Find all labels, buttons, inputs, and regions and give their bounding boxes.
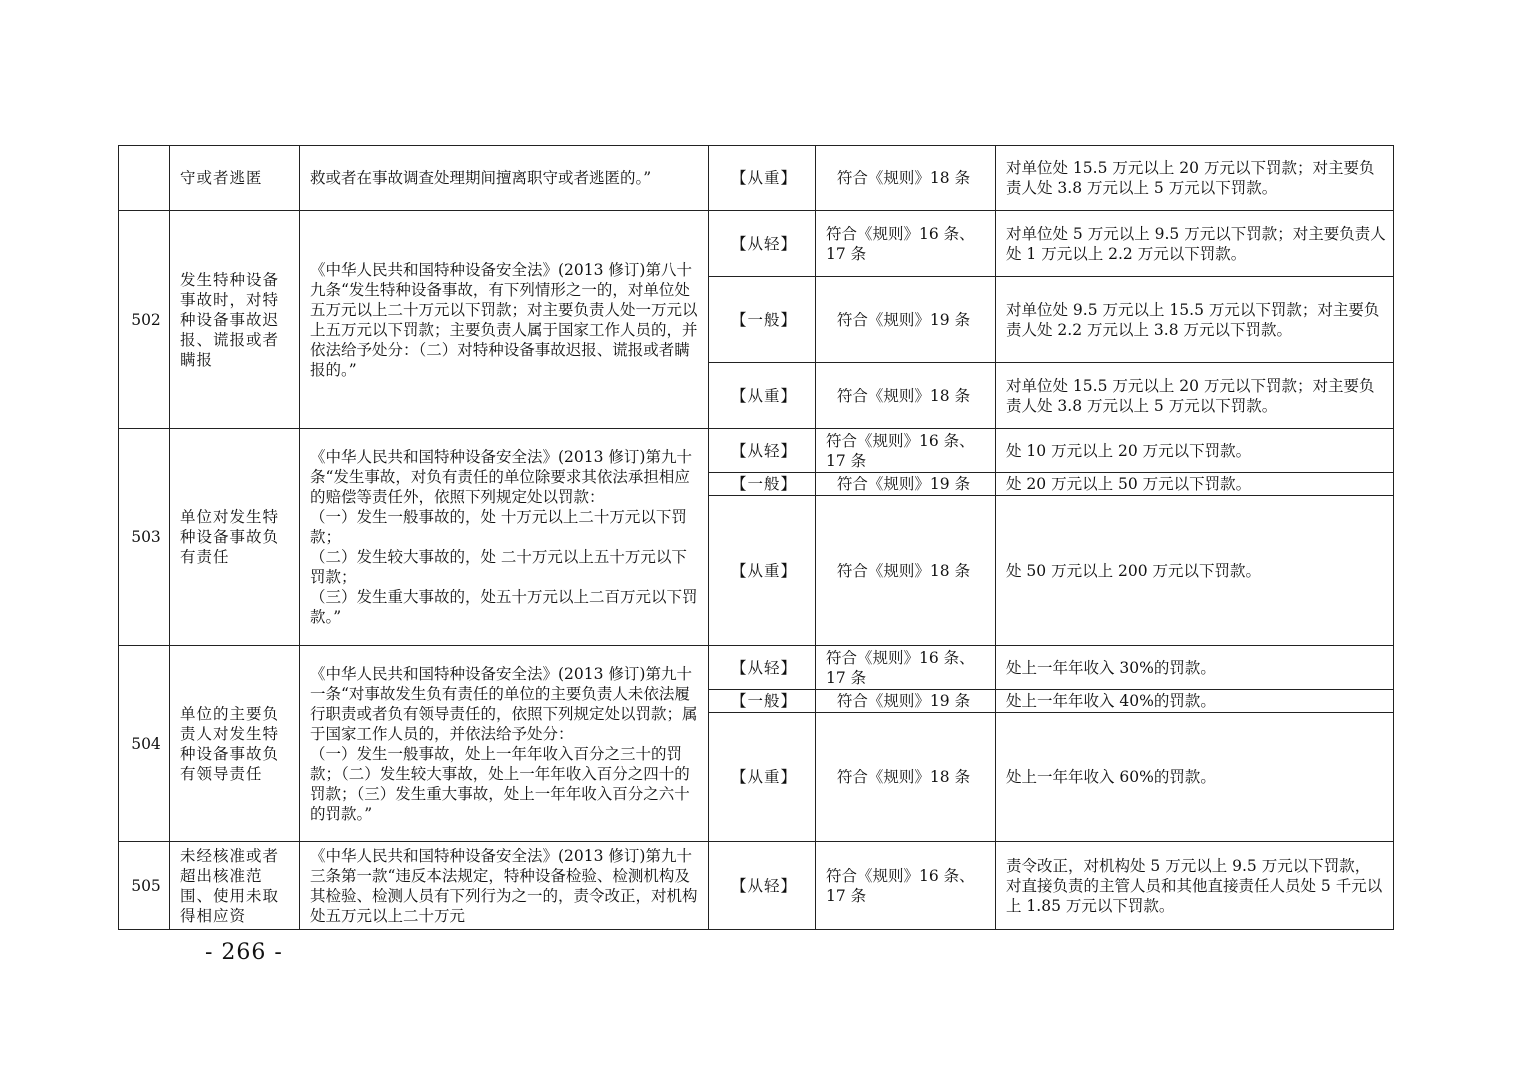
applicable-rule-cell: 符合《规则》16 条、17 条 (816, 842, 996, 930)
discretion-level-cell: 【一般】 (709, 473, 816, 496)
table-row (119, 646, 1394, 690)
discretion-level-cell: 【从轻】 (709, 646, 816, 690)
applicable-rule-cell: 符合《规则》18 条 (816, 146, 996, 211)
item-number-cell (119, 146, 170, 211)
item-number-cell: 504 (119, 646, 170, 842)
applicable-rule-cell: 符合《规则》19 条 (816, 690, 996, 713)
penalty-standard-table (118, 145, 1394, 930)
page-number: - 266 - (205, 940, 283, 965)
applicable-rule-cell: 符合《规则》18 条 (816, 713, 996, 842)
legal-basis-cell (300, 429, 709, 646)
penalty-cell: 处 50 万元以上 200 万元以下罚款。 (996, 496, 1394, 646)
penalty-cell: 处上一年年收入 60%的罚款。 (996, 713, 1394, 842)
basis-line: （一）发生一般事故，处上一年年收入百分之三十的罚款；（二）发生较大事故，处上一年年收入百分之四十的罚款；（三）发生重大事故，处上一年年收入百分之六十的罚款。” (310, 744, 690, 823)
violation-name-cell: 未经核准或者超出核准范围、使用未取得相应资 (170, 842, 300, 930)
basis-line: （二）发生较大事故的，处 二十万元以上五十万元以下罚款； (310, 548, 687, 586)
violation-name-cell: 发生特种设备事故时，对特种设备事故迟报、谎报或者瞒报 (170, 211, 300, 429)
discretion-level-cell: 【从重】 (709, 496, 816, 646)
applicable-rule-cell: 符合《规则》18 条 (816, 496, 996, 646)
legal-basis-cell: 《中华人民共和国特种设备安全法》(2013 修订)第九十三条第一款“违反本法规定，特种设备检验、检测机构及其检验、检测人员有下列行为之一的，责令改正，对机构处五万元以上二十万元 (300, 842, 709, 930)
basis-line: 《中华人民共和国特种设备安全法》(2013 修订)第九十条“发生事故，对负有责任的单位除要求其依法承担相应的赔偿等责任外，依照下列规定处以罚款： (310, 448, 692, 506)
penalty-cell: 对单位处 15.5 万元以上 20 万元以下罚款；对主要负责人处 3.8 万元以上 5 万元以下罚款。 (996, 363, 1394, 429)
discretion-level-cell: 【从轻】 (709, 211, 816, 277)
penalty-cell: 对单位处 9.5 万元以上 15.5 万元以下罚款；对主要负责人处 2.2 万元以上 3.8 万元以下罚款。 (996, 277, 1394, 363)
penalty-cell: 处上一年年收入 40%的罚款。 (996, 690, 1394, 713)
violation-name-cell: 单位对发生特种设备事故负有责任 (170, 429, 300, 646)
discretion-level-cell: 【从重】 (709, 146, 816, 211)
penalty-cell: 对单位处 5 万元以上 9.5 万元以下罚款；对主要负责人处 1 万元以上 2.2 万元以下罚款。 (996, 211, 1394, 277)
penalty-cell: 处 10 万元以上 20 万元以下罚款。 (996, 429, 1394, 473)
discretion-level-cell: 【从轻】 (709, 429, 816, 473)
legal-basis-cell (300, 646, 709, 842)
table-row (119, 842, 1394, 930)
applicable-rule-cell: 符合《规则》16 条、17 条 (816, 646, 996, 690)
basis-line: （三）发生重大事故的，处五十万元以上二百万元以下罚款。” (310, 588, 698, 626)
basis-line: （一）发生一般事故的，处 十万元以上二十万元以下罚款； (310, 508, 687, 546)
table-row (119, 429, 1394, 473)
violation-name-cell: 单位的主要负责人对发生特种设备事故负有领导责任 (170, 646, 300, 842)
discretion-level-cell: 【从重】 (709, 363, 816, 429)
applicable-rule-cell: 符合《规则》16 条、17 条 (816, 429, 996, 473)
applicable-rule-cell: 符合《规则》19 条 (816, 277, 996, 363)
applicable-rule-cell: 符合《规则》19 条 (816, 473, 996, 496)
table-row (119, 211, 1394, 277)
applicable-rule-cell: 符合《规则》18 条 (816, 363, 996, 429)
penalty-cell: 对单位处 15.5 万元以上 20 万元以下罚款；对主要负责人处 3.8 万元以上 5 万元以下罚款。 (996, 146, 1394, 211)
discretion-level-cell: 【一般】 (709, 277, 816, 363)
discretion-level-cell: 【从重】 (709, 713, 816, 842)
applicable-rule-cell: 符合《规则》16 条、17 条 (816, 211, 996, 277)
discretion-level-cell: 【从轻】 (709, 842, 816, 930)
penalty-cell (996, 842, 1394, 930)
item-number-cell: 502 (119, 211, 170, 429)
legal-basis-cell: 救或者在事故调查处理期间擅离职守或者逃匿的。” (300, 146, 709, 211)
penalty-cell: 处上一年年收入 30%的罚款。 (996, 646, 1394, 690)
penalty-line: 对直接负责的主管人员和其他直接责任人员处 5 千元以上 1.85 万元以下罚款。 (1006, 876, 1383, 915)
item-number-cell: 505 (119, 842, 170, 930)
legal-basis-cell: 《中华人民共和国特种设备安全法》(2013 修订)第八十九条“发生特种设备事故，有下列情形之一的，对单位处五万元以上二十万元以下罚款；对主要负责人处一万元以上五万元以下罚款；主要负责人属于国家工作人员的，并依法给予处分：（二）对特种设备事故迟报、谎报或者瞒报的。” (300, 211, 709, 429)
discretion-level-cell: 【一般】 (709, 690, 816, 713)
penalty-cell: 处 20 万元以上 50 万元以下罚款。 (996, 473, 1394, 496)
penalty-line: 责令改正，对机构处 5 万元以上 9.5 万元以下罚款， (1006, 856, 1371, 875)
table-row (119, 146, 1394, 211)
violation-name-cell: 守或者逃匿 (170, 146, 300, 211)
basis-line: 《中华人民共和国特种设备安全法》(2013 修订)第九十一条“对事故发生负有责任的单位的主要负责人未依法履行职责或者负有领导责任的，依照下列规定处以罚款；属于国家工作人员的，并依法给予处分： (310, 664, 698, 743)
item-number-cell: 503 (119, 429, 170, 646)
